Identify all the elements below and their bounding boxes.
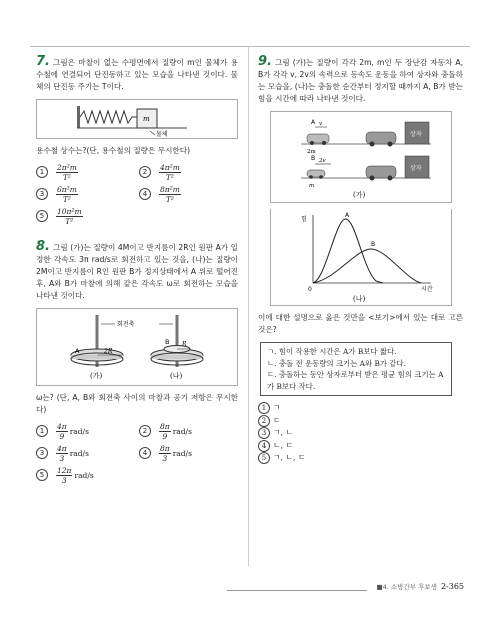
disk-a-label: A <box>75 347 80 355</box>
option-number: 2 <box>139 166 151 178</box>
caption-ga: (가) <box>90 372 103 380</box>
question-prompt: ω는? (단, A, B와 회전축 사이의 마찰과 공기 저항은 무시한다) <box>36 393 238 414</box>
option-5[interactable]: 5 ㄱ, ㄴ, ㄷ <box>258 452 463 465</box>
option-4[interactable]: 4 $\frac{8\pi}{3}$ rad/s <box>139 442 238 464</box>
option-1[interactable]: 1 $\frac{\text{2π²m}}{\text{T²}}$ <box>36 161 135 183</box>
mass-label: m <box>143 115 150 123</box>
object-caption: 물체 <box>156 131 168 138</box>
option-number: 1 <box>258 402 270 414</box>
curve-b-label: B <box>371 241 376 248</box>
option-3[interactable]: 3 $\frac{4\pi}{3}$ rad/s <box>36 442 135 464</box>
question-stem: 그림 (가)는 질량이 각각 2m, m인 두 장난감 자동차 A, B가 각각 v, 2v의 속력으로 등속도 운동을 하여 상자와 충돌하는 모습을, (나)는 충돌한 순간부터 정지할 때까지 A, B가 받는 힘을 시간에 따라 나타낸 것이다. <box>258 58 463 103</box>
force-graph-figure <box>270 209 452 306</box>
curve-a <box>313 219 383 283</box>
axis-label: 회전축 <box>117 321 135 328</box>
caption-ga: (가) <box>353 191 366 199</box>
force-time-graph <box>271 209 451 305</box>
mass-b: m <box>309 183 315 189</box>
question-9 <box>258 56 463 465</box>
question-7 <box>36 56 238 227</box>
curve-a-label: A <box>345 212 350 219</box>
left-column <box>36 56 238 486</box>
answer-options <box>258 402 463 465</box>
question-8 <box>36 241 238 486</box>
option-3[interactable]: 3 ㄱ, ㄴ <box>258 427 463 440</box>
option-number: 3 <box>36 188 48 200</box>
question-number: 8. <box>36 239 50 254</box>
top-rule <box>30 46 470 47</box>
option-number: 3 <box>36 447 48 459</box>
y-axis-label: 힘 <box>301 216 307 223</box>
velocity-a: v <box>319 121 323 127</box>
mass-a: 2m <box>307 149 316 155</box>
caption-na: (나) <box>170 372 183 380</box>
disk-diagram <box>37 309 237 385</box>
car-a-label: A <box>311 119 316 126</box>
collision-diagram <box>271 112 451 202</box>
question-number: 7. <box>36 54 50 69</box>
option-number: 4 <box>139 447 151 459</box>
disk-b-label: B <box>165 338 170 346</box>
velocity-b: 2v <box>319 158 326 164</box>
bogi-item-2: ㄴ. 충돌 전 운동량의 크기는 A와 B가 같다. <box>267 358 407 368</box>
question-prompt: 용수철 상수는?(단, 용수철의 질량은 무시한다) <box>36 146 191 155</box>
origin-label: 0 <box>308 286 312 293</box>
option-4[interactable]: 4 ㄴ, ㄷ <box>258 440 463 453</box>
caption-na: (나) <box>353 295 366 303</box>
bogi-item-3: ㄷ. 충돌하는 동안 상자로부터 받은 평균 힘의 크기는 A가 B보다 작다. <box>267 370 444 391</box>
option-2[interactable]: 2 $\frac{\text{4π²m}}{\text{T²}}$ <box>139 161 238 183</box>
page-footer <box>377 582 465 591</box>
option-4[interactable]: 4 $\frac{\text{8π²m}}{\text{T²}}$ <box>139 183 238 205</box>
box-label-a: 상자 <box>410 131 422 138</box>
radius-r: R <box>182 341 187 348</box>
bogi-item-1: ㄱ. 힘이 작용한 시간은 A가 B보다 짧다. <box>267 347 397 356</box>
column-divider <box>248 46 249 566</box>
x-axis-label: 시간 <box>421 286 433 293</box>
option-number: 4 <box>139 188 151 200</box>
option-number: 5 <box>36 469 48 481</box>
option-2[interactable]: 2 ㄷ <box>258 415 463 428</box>
disk-figure <box>36 308 238 386</box>
options <box>36 161 238 227</box>
bogi-box <box>260 342 452 396</box>
option-number: 2 <box>139 425 151 437</box>
page-number: 2-365 <box>440 582 464 591</box>
option-1[interactable]: 1 ㄱ <box>258 402 463 415</box>
collision-figure <box>270 111 452 203</box>
option-number: 2 <box>258 415 270 427</box>
footer-rule <box>227 590 367 591</box>
option-number: 1 <box>36 425 48 437</box>
car-b-label: B <box>311 155 316 162</box>
option-number: 5 <box>36 210 48 222</box>
question-stem: 그림은 마찰이 없는 수평면에서 질량이 m인 물체가 용수철에 연결되어 단진동하고 있는 모습을 나타낸 것이다. 물체의 단진동 주기는 T이다. <box>36 58 238 91</box>
question-prompt: 이에 대한 설명으로 옳은 것만을 <보기>에서 있는 대로 고른 것은? <box>258 313 463 334</box>
right-column <box>258 56 463 465</box>
option-number: 5 <box>258 452 270 464</box>
option-2[interactable]: 2 $\frac{8\pi}{9}$ rad/s <box>139 420 238 442</box>
footer-section: ■4. 소방간부 후보생 <box>376 583 437 591</box>
option-5[interactable]: 5 $\frac{12\pi}{3}$ rad/s <box>36 464 135 486</box>
question-stem: 그림 (가)는 질량이 4M이고 반지름이 2R인 원판 A가 일정한 각속도 3π rad/s로 회전하고 있는 것을, (나)는 질량이 2M이고 반지름이 R인 원판 B가 정지상태에서 A 위로 떨어진 후, A와 B가 마찰에 의해 같은 각속도 ω로 회전하는 모습을 나타낸 것이다. <box>36 243 238 300</box>
option-3[interactable]: 3 $\frac{\text{6π²m}}{\text{T²}}$ <box>36 183 135 205</box>
radius-2r: 2R <box>104 348 113 355</box>
spring-figure <box>36 99 238 139</box>
options <box>36 420 238 486</box>
spring-diagram <box>37 100 237 138</box>
option-number: 1 <box>36 166 48 178</box>
option-number: 3 <box>258 427 270 439</box>
option-5[interactable]: 5 $\frac{\text{10π²m}}{\text{T²}}$ <box>36 205 135 227</box>
option-1[interactable]: 1 $\frac{4\pi}{9}$ rad/s <box>36 420 135 442</box>
box-label-b: 상자 <box>410 165 422 172</box>
question-number: 9. <box>258 54 272 69</box>
option-number: 4 <box>258 440 270 452</box>
